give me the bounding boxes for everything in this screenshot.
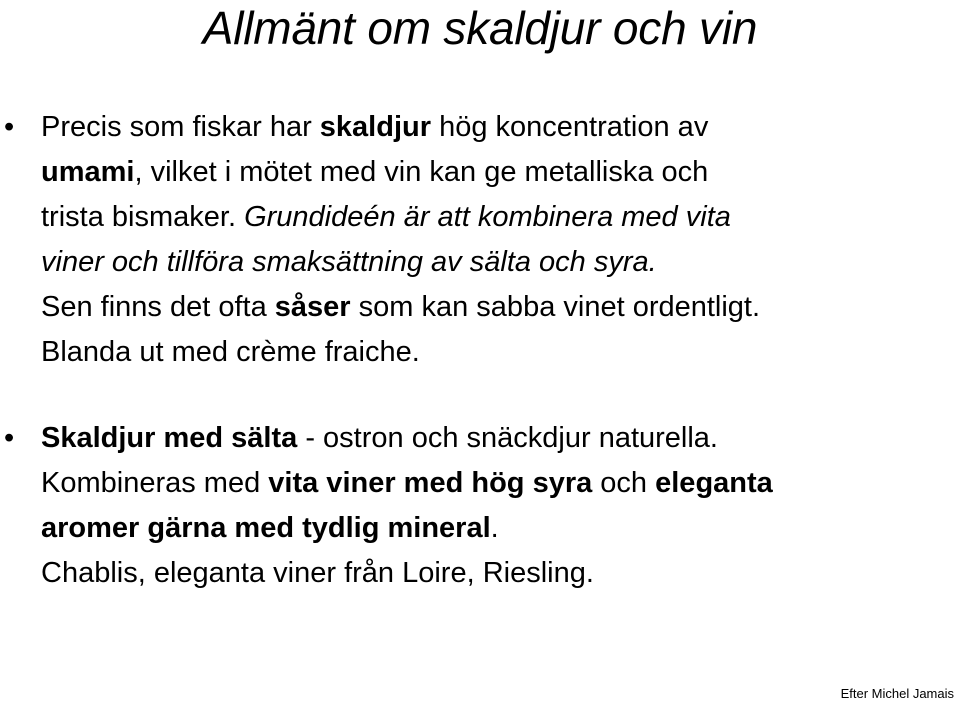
text-segment: Blanda ut med crème fraiche. [41,336,420,368]
text-segment: trista bismaker. [41,201,245,233]
text-segment: eleganta [655,467,773,499]
bullet-item [0,105,960,375]
text-segment: viner och tillföra smaksättning av sälta och syra. [41,246,657,278]
text-segment: Chablis, eleganta viner från Loire, Riesling. [41,557,594,589]
text-segment: Kombineras med [41,467,269,499]
bullet-line [41,551,960,596]
text-segment: såser [274,291,351,323]
text-segment: Grundideén är att kombinera med vita [244,201,731,233]
text-segment: Sen finns det ofta [41,291,275,323]
text-segment: och [592,467,656,499]
bullet-marker: • [4,422,15,454]
footer-credit: Efter Michel Jamais [840,686,954,701]
text-segment: som kan sabba vinet ordentligt. [350,291,761,323]
bullet-marker: • [4,111,15,143]
text-segment: umami [41,156,135,188]
bullet-item [0,416,960,596]
bullet-line [41,195,960,240]
text-segment: Precis som fiskar har [41,111,320,143]
text-segment: skaldjur [319,111,432,143]
bullet-line [41,285,960,330]
text-segment: Skaldjur med sälta [41,422,298,454]
bullet-line [41,240,960,285]
bullet-line [41,461,960,506]
bullet-line [41,150,960,195]
text-segment: vita viner med hög syra [268,467,593,499]
slide-title: Allmänt om skaldjur och vin [202,2,758,54]
text-segment: aromer gärna med tydlig mineral [41,512,491,544]
bullet-line [41,105,960,150]
text-segment: hög koncentration av [431,111,709,143]
text-segment: - ostron och snäckdjur naturella. [297,422,718,454]
bullet-line [41,330,960,375]
text-segment: . [490,512,499,544]
bullet-list [0,105,960,596]
bullet-line [41,506,960,551]
text-segment: , vilket i mötet med vin kan ge metalliska och [134,156,709,188]
bullet-line [41,416,960,461]
